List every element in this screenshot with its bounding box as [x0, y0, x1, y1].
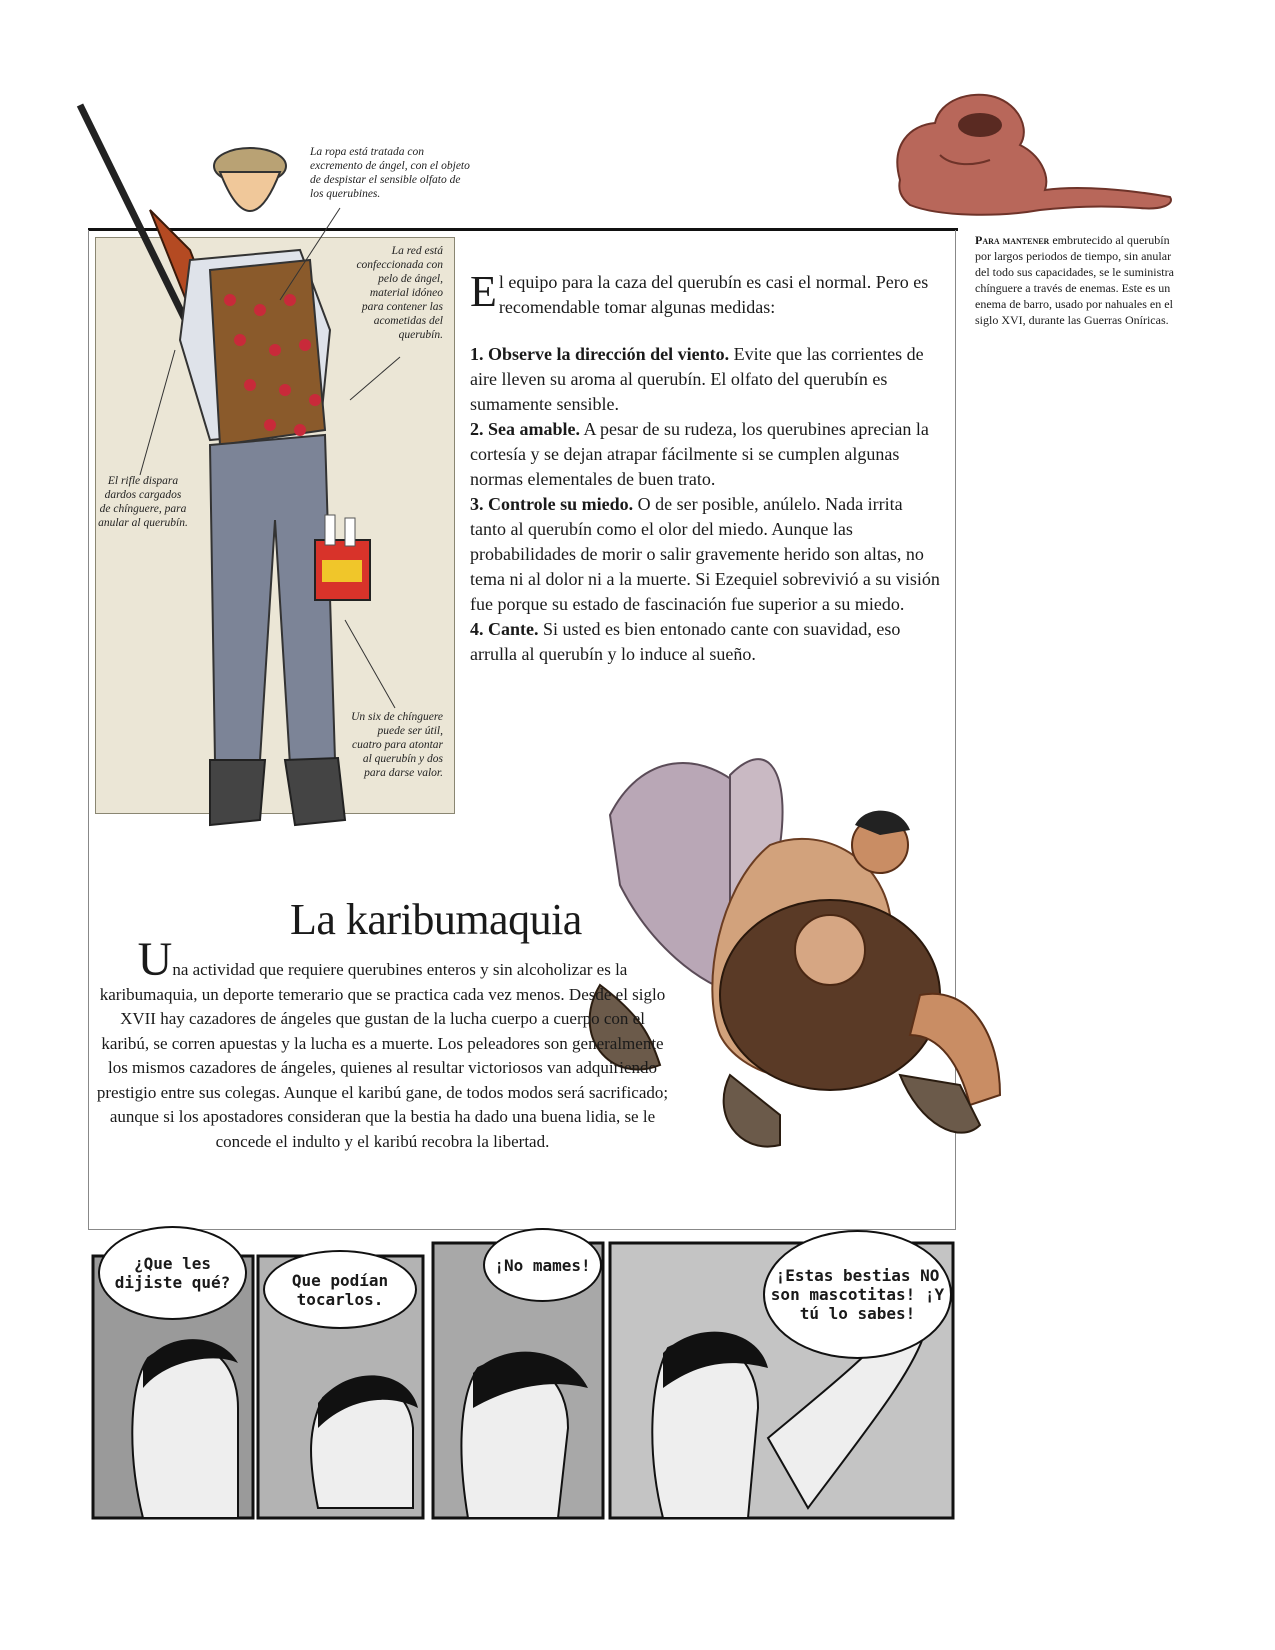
- section-text: na actividad que requiere querubines enteros y sin alcoholizar es la karibumaquia, un deporte temerario que se practica cada vez menos. Desde el siglo XVII hay cazadores de ángeles que gustan de la lucha cuerpo a cuerpo con el karibú, se corren apuestas y la lucha es a muerte. Los peleadores son generalmente los mismos cazadores de ángeles, quienes al resultar victoriosos van adquiriendo prestigio entre sus colegas. Aunque el karibú gane, de todos modos será sacrificado; aunque si los apostadores consideran que la bestia ha dado una buena lidia, se le concede el indulto y el karibú recobra la libertad.: [96, 960, 669, 1151]
- item-body: Si usted es bien entonado cante con suavidad, eso arrulla al querubín y lo induce al sueño.: [470, 619, 901, 664]
- enema-caption-lead: Para mantener: [975, 233, 1050, 247]
- caption-ropa: La ropa está tratada con excremento de ángel, con el objeto de despistar el sensible olfato de los querubines.: [310, 146, 470, 200]
- caption-rifle: El rifle dispara dardos cargados de chínguere, para anular al querubín.: [98, 475, 188, 529]
- caption-red: La red está confeccionada con pelo de ángel, material idóneo para contener las acometidas del querubín.: [356, 245, 443, 341]
- item-title: 3. Controle su miedo.: [470, 494, 634, 514]
- section-title: La karibumaquia: [290, 895, 582, 944]
- speech-bubble: ¡Estas bestias NO son mascotitas! ¡Y tú lo sabes!: [763, 1230, 952, 1359]
- speech-bubble: ¡No mames!: [483, 1228, 602, 1302]
- comic-strip: [88, 1238, 958, 1521]
- speech-bubble: ¿Que les dijiste qué?: [98, 1226, 247, 1320]
- intro-lead: l equipo para la caza del querubín es casi el normal. Pero es recomendable tomar algunas medidas:: [498, 272, 929, 317]
- section-dropcap: U: [137, 933, 173, 986]
- speech-bubble: Que podían tocarlos.: [263, 1250, 417, 1329]
- intro-dropcap: E: [470, 267, 497, 316]
- item-body: Evite que las corrientes de aire lleven su aroma al querubín. El olfato del querubín es sumamente sensible.: [470, 344, 924, 414]
- enema-caption-text: embrutecido al querubín por largos periodos de tiempo, sin anular del todo sus capacidades, se le suministra chínguere a través de enemas. Este es un enema de barro, usado por nahuales en el siglo XVI, durante las Guerras Oníricas.: [975, 233, 1174, 327]
- intro-paragraph: [470, 267, 940, 320]
- item-body: O de ser posible, anúlelo. Nada irrita tanto al querubín como el olor del miedo. Aunque las probabilidades de morir o salir gravemente herido son altas, no tema ni al dolor ni a la muerte. Si Ezequiel sobrevivió a su visión fue porque su estado de fascinación fue superior a su miedo.: [470, 494, 940, 614]
- item-title: 2. Sea amable.: [470, 419, 580, 439]
- list-item: [470, 417, 940, 492]
- item-title: 4. Cante.: [470, 619, 539, 639]
- enema-caption: [975, 232, 1175, 328]
- item-title: 1. Observe la dirección del viento.: [470, 344, 730, 364]
- intro-text: [470, 267, 940, 667]
- list-item: [470, 342, 940, 417]
- caption-six: Un six de chínguere puede ser útil, cuatro para atontar al querubín y dos para darse valor.: [351, 711, 443, 779]
- list-item: [470, 492, 940, 617]
- section-body: [95, 933, 670, 1154]
- item-body: A pesar de su rudeza, los querubines aprecian la cortesía y se dejan atrapar fácilmente si se cumplen algunas normas elementales de buen trato.: [470, 419, 929, 489]
- list-item: [470, 617, 940, 667]
